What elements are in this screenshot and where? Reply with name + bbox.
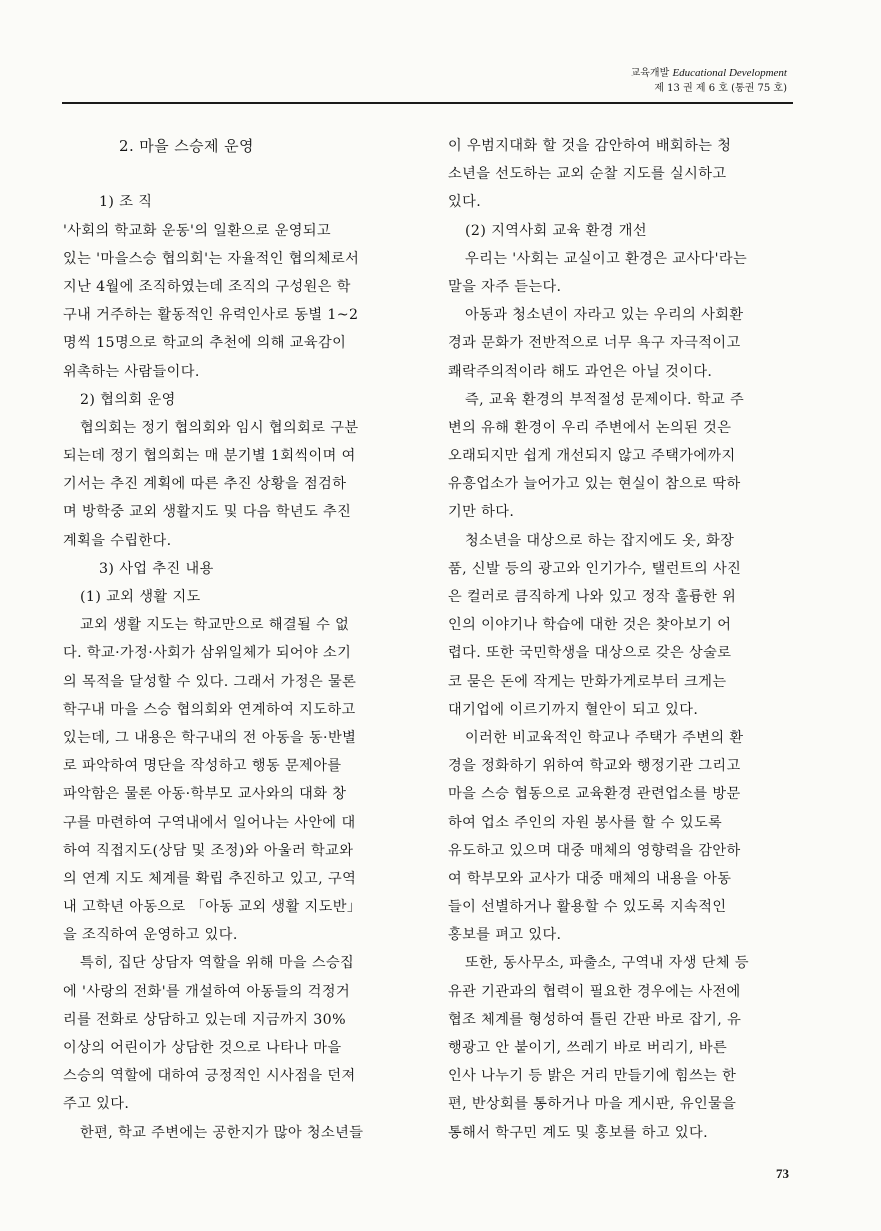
left-column — [63, 132, 409, 1147]
text-line: 의 목적을 달성할 수 있다. 그래서 가정은 물론 — [63, 673, 357, 690]
text-line: 통해서 학구민 계도 및 홍보를 하고 있다. — [448, 1124, 709, 1141]
text-line: 이러한 비교육적인 학교나 주택가 주변의 환 — [465, 729, 744, 746]
text-line: 에 '사랑의 전화'를 개설하여 아동들의 걱정거 — [63, 983, 351, 1000]
text-line: 며 방학중 교외 생활지도 및 다음 학년도 추진 — [63, 504, 352, 521]
page-number: 73 — [776, 1166, 789, 1181]
text-line: 렵다. 또한 국민학생을 대상으로 갖은 상술로 — [448, 645, 732, 662]
subheading: (1) 교외 생활 지도 — [80, 589, 201, 605]
text-line: 홍보를 펴고 있다. — [448, 927, 562, 944]
text-line: 구를 마련하여 구역내에서 일어나는 사안에 대 — [63, 814, 356, 831]
volume-issue: 제 13 권 제 6 호 (통권 75 호) — [654, 83, 787, 94]
text-line: 쾌락주의적이라 해도 과언은 아닐 것이다. — [448, 363, 713, 380]
running-header — [631, 66, 787, 96]
text-line: 경과 문화가 전반적으로 너무 욕구 자극적이고 — [448, 335, 741, 352]
text-line: 리를 전화로 상담하고 있는데 지금까지 30% — [63, 1011, 346, 1028]
text-line: 마을 스승 협동으로 교육환경 관련업소를 방문 — [448, 786, 741, 803]
text-line: 다. 학교·가정·사회가 삼위일체가 되어야 소기 — [63, 645, 352, 662]
text-line: 학구내 마을 스승 협의회와 연계하여 지도하고 — [63, 701, 356, 718]
text-line: 있다. — [448, 194, 482, 211]
text-line: 내 고학년 아동으로 「아동 교외 생활 지도반」 — [63, 899, 362, 916]
text-line: 소년을 선도하는 교외 순찰 지도를 실시하고 — [448, 166, 727, 183]
right-column — [448, 132, 794, 1147]
journal-title-en: Educational Development — [672, 67, 787, 79]
text-line: 협의회는 정기 협의회와 임시 협의회로 구분 — [80, 419, 359, 436]
text-line: 행광고 안 붙이기, 쓰레기 바로 버리기, 바른 — [448, 1040, 728, 1056]
text-line: 인의 이야기나 학습에 대한 것은 찾아보기 어 — [448, 617, 732, 634]
text-line: '사회의 학교화 운동'의 일환으로 운영되고 — [63, 222, 332, 239]
text-line: 한편, 학교 주변에는 공한지가 많아 청소년들 — [80, 1124, 364, 1141]
text-line: 있는데, 그 내용은 학구내의 전 아동을 동·반별 — [63, 729, 357, 746]
text-line: 명씩 15명으로 학교의 추천에 의해 교육감이 — [63, 335, 347, 352]
text-line: 들이 선별하거나 활용할 수 있도록 지속적인 — [448, 899, 727, 916]
text-line: 이 우범지대화 할 것을 감안하여 배회하는 청 — [448, 138, 732, 154]
text-line: 편, 반상회를 통하거나 마을 게시판, 유인물을 — [448, 1096, 737, 1113]
text-line: 구내 거주하는 활동적인 유력인사로 동별 1~2 — [63, 307, 359, 324]
text-line: 또한, 동사무소, 파출소, 구역내 자생 단체 등 — [465, 955, 749, 972]
text-line: 오래되지만 쉽게 개선되지 않고 주택가에까지 — [448, 448, 736, 465]
text-line: 아동과 청소년이 자라고 있는 우리의 사회환 — [465, 307, 744, 324]
text-line: 계획을 수립한다. — [63, 532, 172, 549]
text-line: 로 파악하여 명단을 작성하고 행동 문제아를 — [63, 758, 342, 775]
text-line: 지난 4월에 조직하였는데 조직의 구성원은 학 — [63, 278, 351, 295]
text-line: 교외 생활 지도는 학교만으로 해결될 수 없 — [80, 617, 350, 634]
text-line: 우리는 '사회는 교실이고 환경은 교사다'라는 — [465, 250, 748, 267]
text-line: 기서는 추진 계획에 따른 추진 상황을 점검하 — [63, 476, 347, 493]
text-line: 여 학부모와 교사가 대중 매체의 내용을 아동 — [448, 870, 732, 887]
text-line: 은 컬러로 큼직하게 나와 있고 정작 훌륭한 위 — [448, 589, 737, 605]
text-line: 이상의 어린이가 상담한 것으로 나타나 마을 — [63, 1040, 342, 1056]
text-line: 협조 체계를 형성하여 틀린 간판 바로 잡기, 유 — [448, 1011, 742, 1028]
text-line: 을 조직하여 운영하고 있다. — [63, 927, 238, 944]
subheading: 1) 조 직 — [99, 194, 153, 211]
text-line: 즉, 교육 환경의 부적절성 문제이다. 학교 주 — [465, 391, 745, 408]
text-line: 품, 신발 등의 광고와 인기가수, 탤런트의 사진 — [448, 560, 742, 577]
journal-title-line — [631, 66, 787, 81]
text-line: 하여 업소 주인의 자원 봉사를 할 수 있도록 — [448, 814, 723, 831]
subheading: 2) 협의회 운영 — [80, 391, 176, 408]
text-line: 파악함은 물론 아동·학부모 교사와의 대화 창 — [63, 786, 347, 803]
text-line: 코 묻은 돈에 작게는 만화가게로부터 크게는 — [448, 673, 727, 690]
text-line: 유관 기관과의 협력이 필요한 경우에는 사전에 — [448, 983, 741, 1000]
text-line: 하여 직접지도(상담 및 조정)와 아울러 학교와 — [63, 842, 354, 859]
text-line: 되는데 정기 협의회는 매 분기별 1회씩이며 여 — [63, 448, 356, 465]
subheading: 3) 사업 추진 내용 — [99, 560, 214, 577]
spacer — [63, 160, 409, 188]
text-line: 의 연계 지도 체계를 확립 추진하고 있고, 구역 — [63, 870, 357, 887]
journal-title-ko: 교육개발 — [630, 68, 670, 79]
text-line: 변의 유해 환경이 우리 주변에서 논의된 것은 — [448, 419, 732, 436]
text-line: 위촉하는 사람들이다. — [63, 363, 200, 380]
text-line: 유도하고 있으며 대중 매체의 영향력을 감안하 — [448, 842, 741, 859]
text-line: 말을 자주 듣는다. — [448, 278, 562, 295]
text-line: 특히, 집단 상담자 역할을 위해 마을 스승집 — [80, 955, 355, 972]
text-line: 유흥업소가 늘어가고 있는 현실이 참으로 딱하 — [448, 476, 741, 493]
text-line: 경을 정화하기 위하여 학교와 행정기관 그리고 — [448, 758, 741, 775]
text-line: 기만 하다. — [448, 504, 515, 521]
text-line: 있는 '마을스승 협의회'는 자율적인 협의체로서 — [63, 250, 360, 267]
text-line: 인사 나누기 등 밝은 거리 만들기에 힘쓰는 한 — [448, 1068, 737, 1085]
text-line: 청소년을 대상으로 하는 잡지에도 옷, 화장 — [465, 532, 735, 549]
text-line: 주고 있다. — [63, 1096, 130, 1113]
text-line: 스승의 역할에 대하여 긍정적인 시사점을 던져 — [63, 1068, 356, 1085]
section-heading: 2. 마을 스승제 운영 — [119, 137, 254, 155]
subheading: (2) 지역사회 교육 환경 개선 — [465, 222, 647, 239]
text-line: 대기업에 이르기까지 혈안이 되고 있다. — [448, 701, 699, 718]
header-rule — [62, 102, 793, 104]
